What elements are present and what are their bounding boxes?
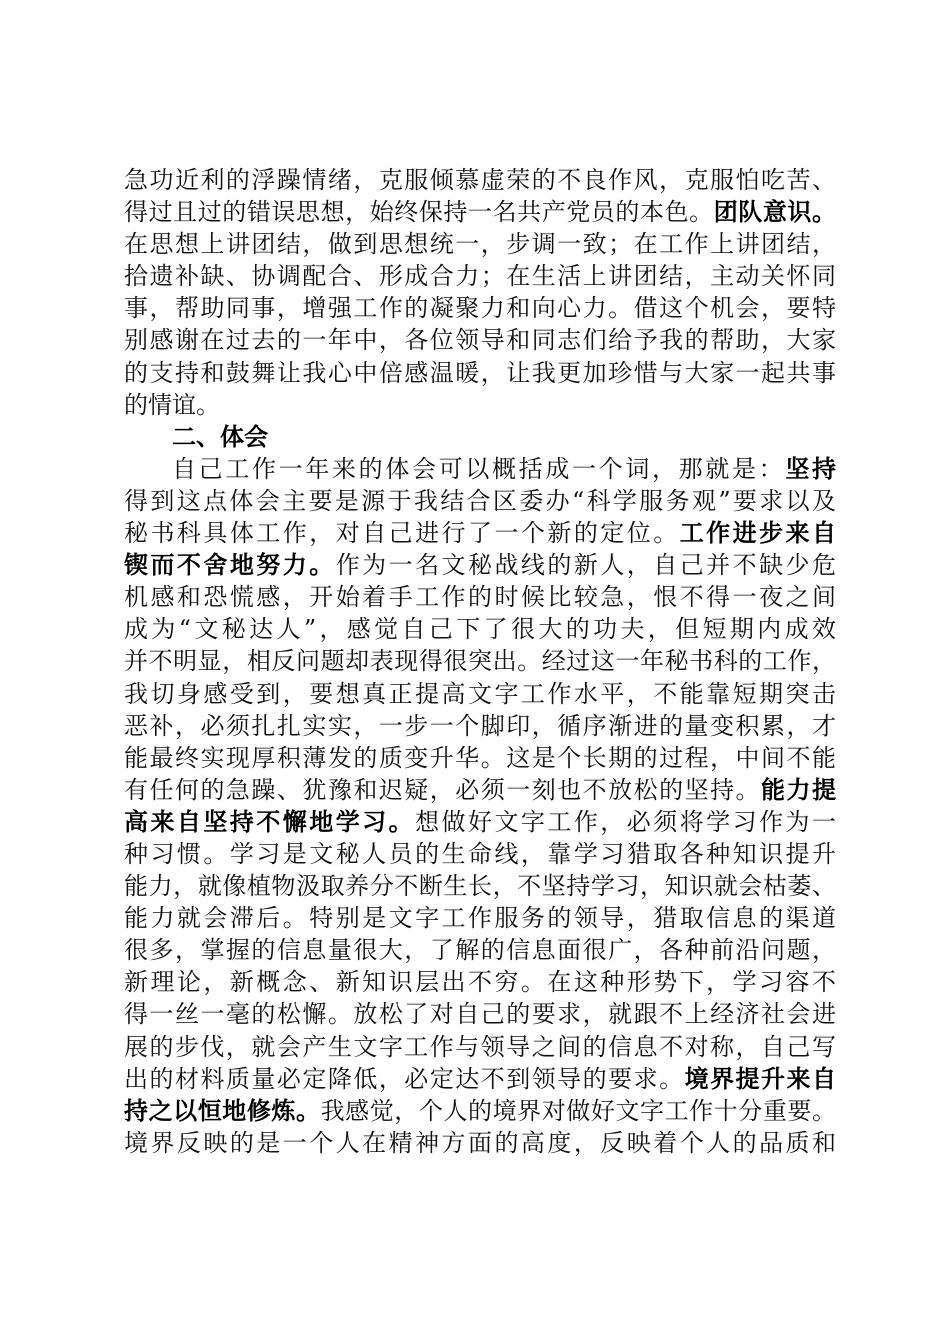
text-segment: 别感谢在过去的一年中，各位领导和同志们给予我的帮助，大家 <box>124 326 836 355</box>
text-segment: 自己工作一年来的体会可以概括成一个词，那就是： <box>172 454 786 483</box>
text-segment: 恶补，必须扎扎实实，一步一个脚印，循序渐进的量变积累，才 <box>124 711 836 740</box>
bold-text: 持之以恒地修炼。 <box>124 1095 321 1125</box>
text-line <box>124 196 836 228</box>
text-segment: 种习惯。学习是文秘人员的生命线，靠学习猎取各种知识提升 <box>124 839 836 868</box>
bold-text: 团队意识。 <box>713 197 836 227</box>
text-line <box>124 966 836 998</box>
text-segment: 拾遗补缺、协调配合、形成合力；在生活上讲团结，主动关怀同 <box>124 262 836 291</box>
bold-text: 高来自坚持不懈地学习。 <box>124 806 416 836</box>
text-segment: 秘书科具体工作，对自己进行了一个新的定位。 <box>124 519 680 548</box>
bold-text: 二、体会 <box>172 421 268 451</box>
text-segment: 的情谊。 <box>124 390 220 419</box>
text-segment: 的支持和鼓舞让我心中倍感温暖，让我更加珍惜与大家一起共事 <box>124 358 836 387</box>
text-line <box>124 357 836 389</box>
text-line <box>124 838 836 870</box>
text-line <box>124 485 836 517</box>
text-segment: 作为一名文秘战线的新人，自己并不缺少危 <box>335 551 836 580</box>
text-line <box>124 389 836 421</box>
text-segment: 能力就会滞后。特别是文字工作服务的领导，猎取信息的渠道 <box>124 904 836 933</box>
text-line <box>124 613 836 645</box>
text-line <box>124 324 836 356</box>
text-line <box>124 806 836 838</box>
text-segment: 想做好文字工作，必须将学习作为一 <box>415 807 836 836</box>
text-segment: 能力，就像植物汲取养分不断生长，不坚持学习，知识就会枯萎、 <box>124 872 836 901</box>
document-body <box>124 164 836 1159</box>
text-line <box>124 164 836 196</box>
text-segment: 新理论，新概念、新知识层出不穷。在这种形势下，学习容不 <box>124 968 836 997</box>
text-segment: 我感觉，个人的境界对做好文字工作十分重要。 <box>320 1096 836 1125</box>
text-segment: 展的步伐，就会产生文字工作与领导之间的信息不对称，自己写 <box>124 1032 836 1061</box>
text-line <box>124 1127 836 1159</box>
text-line <box>124 774 836 806</box>
text-segment: 出的材料质量必定降低，必定达不到领导的要求。 <box>124 1064 685 1093</box>
text-segment: 成为“文秘达人”，感觉自己下了很大的功夫，但短期内成效 <box>124 615 836 644</box>
text-segment: 我切身感受到，要想真正提高文字工作水平，不能靠短期突击 <box>124 679 836 708</box>
text-segment: 境界反映的是一个人在精神方面的高度，反映着个人的品质和 <box>124 1128 836 1157</box>
text-line <box>124 1095 836 1127</box>
text-line <box>124 934 836 966</box>
bold-text: 能力提 <box>761 774 836 804</box>
text-segment: 能最终实现厚积薄发的质变升华。这是个长期的过程，中间不能 <box>124 743 836 772</box>
text-line <box>124 1031 836 1063</box>
text-line <box>124 228 836 260</box>
section-heading <box>124 421 836 453</box>
text-line <box>124 710 836 742</box>
document-page <box>124 164 836 1159</box>
text-line <box>124 902 836 934</box>
text-line <box>124 645 836 677</box>
text-line <box>124 549 836 581</box>
text-segment: 事，帮助同事，增强工作的凝聚力和向心力。借这个机会，要特 <box>124 294 836 323</box>
text-segment: 得到这点体会主要是源于我结合区委办“科学服务观”要求以及 <box>124 486 836 515</box>
text-segment: 得一丝一毫的松懈。放松了对自己的要求，就跟不上经济社会进 <box>124 1000 836 1029</box>
bold-text: 工作进步来自 <box>679 518 836 548</box>
text-segment: 很多，掌握的信息量很大，了解的信息面很广，各种前沿问题， <box>124 936 836 965</box>
text-segment: 有任何的急躁、犹豫和迟疑，必须一刻也不放松的坚持。 <box>124 775 762 804</box>
bold-text: 锲而不舍地努力。 <box>124 550 336 580</box>
text-line <box>124 870 836 902</box>
text-segment: 急功近利的浮躁情绪，克服倾慕虚荣的不良作风，克服怕吃苦、 <box>124 166 836 194</box>
text-segment: 机感和恐慌感，开始着手工作的时候比较急，恨不得一夜之间 <box>124 583 836 612</box>
text-line <box>124 1063 836 1095</box>
text-segment: 并不明显，相反问题却表现得很突出。经过这一年秘书科的工作， <box>124 647 836 676</box>
text-segment: 得过且过的错误思想，始终保持一名共产党员的本色。 <box>124 198 714 227</box>
text-line <box>124 678 836 710</box>
bold-text: 境界提升来自 <box>684 1063 836 1093</box>
text-line <box>124 453 836 485</box>
bold-text: 坚持 <box>785 453 836 483</box>
text-line <box>124 292 836 324</box>
text-line <box>124 742 836 774</box>
text-line <box>124 260 836 292</box>
text-segment: 在思想上讲团结，做到思想统一，步调一致；在工作上讲团结， <box>124 230 836 259</box>
text-line <box>124 581 836 613</box>
text-line <box>124 517 836 549</box>
text-line <box>124 998 836 1030</box>
